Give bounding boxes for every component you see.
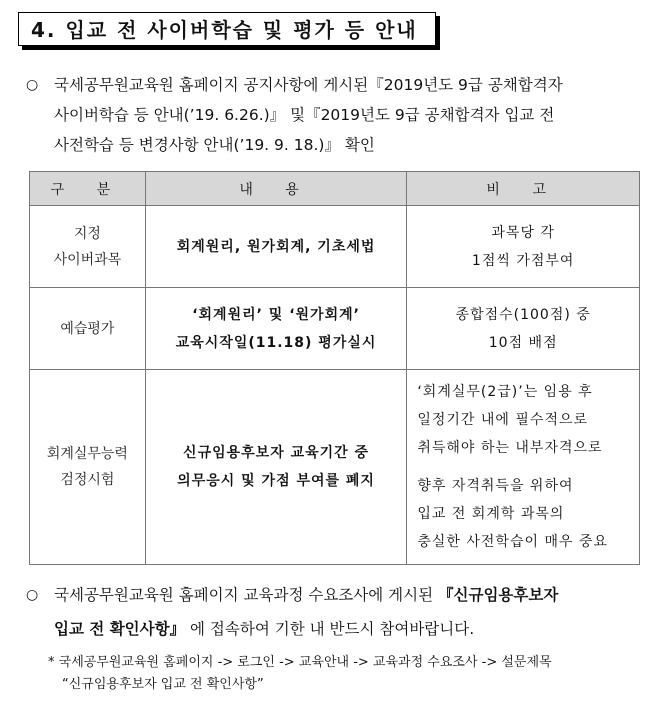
row2-content-line2: 교육시작일(11.18) 평가실시 (175, 334, 377, 351)
bullet2-line1 (54, 578, 660, 612)
header-content: 내 용 (145, 172, 407, 206)
row3-remark-line6: 충실한 사전학습이 매우 중요 (417, 534, 608, 550)
row1-remark-line1: 과목당 각 (491, 224, 555, 241)
row1-category (30, 206, 146, 288)
header-remark: 비 고 (407, 172, 640, 206)
info-table (29, 171, 640, 565)
row3-remark-gap (417, 462, 639, 472)
row3-remark (407, 370, 640, 565)
bullet2-line1-text: 국세공무원교육원 홈페이지 교육과정 수요조사에 게시된 (54, 586, 438, 604)
row3-remark-line1: ‘회계실무(2급)’는 임용 후 (417, 384, 593, 400)
header-category: 구 분 (30, 172, 146, 206)
row1-category-line2: 사이버과목 (53, 251, 122, 268)
bullet1-line2: 사이버학습 등 안내(’19. 6.26.)』 및『2019년도 9급 공채합격자 입교 전 (54, 106, 555, 124)
table-row (30, 206, 640, 288)
bullet1-line3: 사전학습 등 변경사항 안내(’19. 9. 18.)』 확인 (54, 136, 375, 154)
row3-content (145, 370, 407, 565)
row1-category-line1: 지정 (73, 225, 101, 242)
row2-content (145, 288, 407, 370)
row1-remark-line2: 1점씩 가점부여 (471, 252, 575, 269)
row2-remark (407, 288, 640, 370)
row3-category (30, 370, 146, 565)
bullet2-line1-bold: 『신규임용후보자 (438, 586, 559, 604)
bullet2-line2-text: 에 접속하여 기한 내 반드시 참여바랍니다. (185, 620, 475, 638)
footnote-line1: * 국세공무원교육원 홈페이지 -> 로그인 -> 교육안내 -> 교육과정 수요조사 -> 설문제목 (48, 655, 552, 670)
footnote (48, 652, 552, 696)
row3-remark-line5: 입교 전 회계학 과목의 (417, 506, 565, 522)
row2-category: 예습평가 (30, 288, 146, 370)
footnote-line2: “신규임용후보자 입교 전 확인사항” (62, 677, 264, 692)
row2-remark-line1: 종합점수(100점) 중 (455, 306, 591, 323)
row3-remark-line4: 향후 자격취득을 위하여 (417, 478, 574, 494)
row2-content-line1: ‘회계원리’ 및 ‘원가회계’ (192, 306, 360, 323)
section-title: 4. 입교 전 사이버학습 및 평가 등 안내 (18, 12, 436, 46)
bullet-circle-icon: ○ (26, 77, 39, 93)
row3-category-line2: 검정시험 (60, 472, 115, 488)
table-header-row (30, 172, 640, 206)
row1-remark (407, 206, 640, 288)
row1-content: 회계원리, 원가회계, 기초세법 (145, 206, 407, 288)
row3-content-line1: 신규임용후보자 교육기간 중 (183, 445, 370, 461)
table-row (30, 288, 640, 370)
table-row (30, 370, 640, 565)
bullet1-line1: 국세공무원교육원 홈페이지 공지사항에 게시된『2019년도 9급 공채합격자 (54, 76, 563, 94)
bullet2-line2-bold: 입교 전 확인사항』 (54, 620, 186, 638)
row3-remark-line3: 취득해야 하는 내부자격으로 (417, 440, 603, 456)
row3-category-line1: 회계실무능력 (46, 446, 128, 462)
row3-content-line2: 의무응시 및 가점 부여를 폐지 (177, 473, 375, 489)
bullet2-line2 (54, 612, 660, 646)
row3-remark-line2: 일정기간 내에 필수적으로 (417, 412, 589, 428)
bullet-circle-icon: ○ (26, 587, 39, 603)
row2-remark-line2: 10점 배점 (488, 334, 558, 351)
